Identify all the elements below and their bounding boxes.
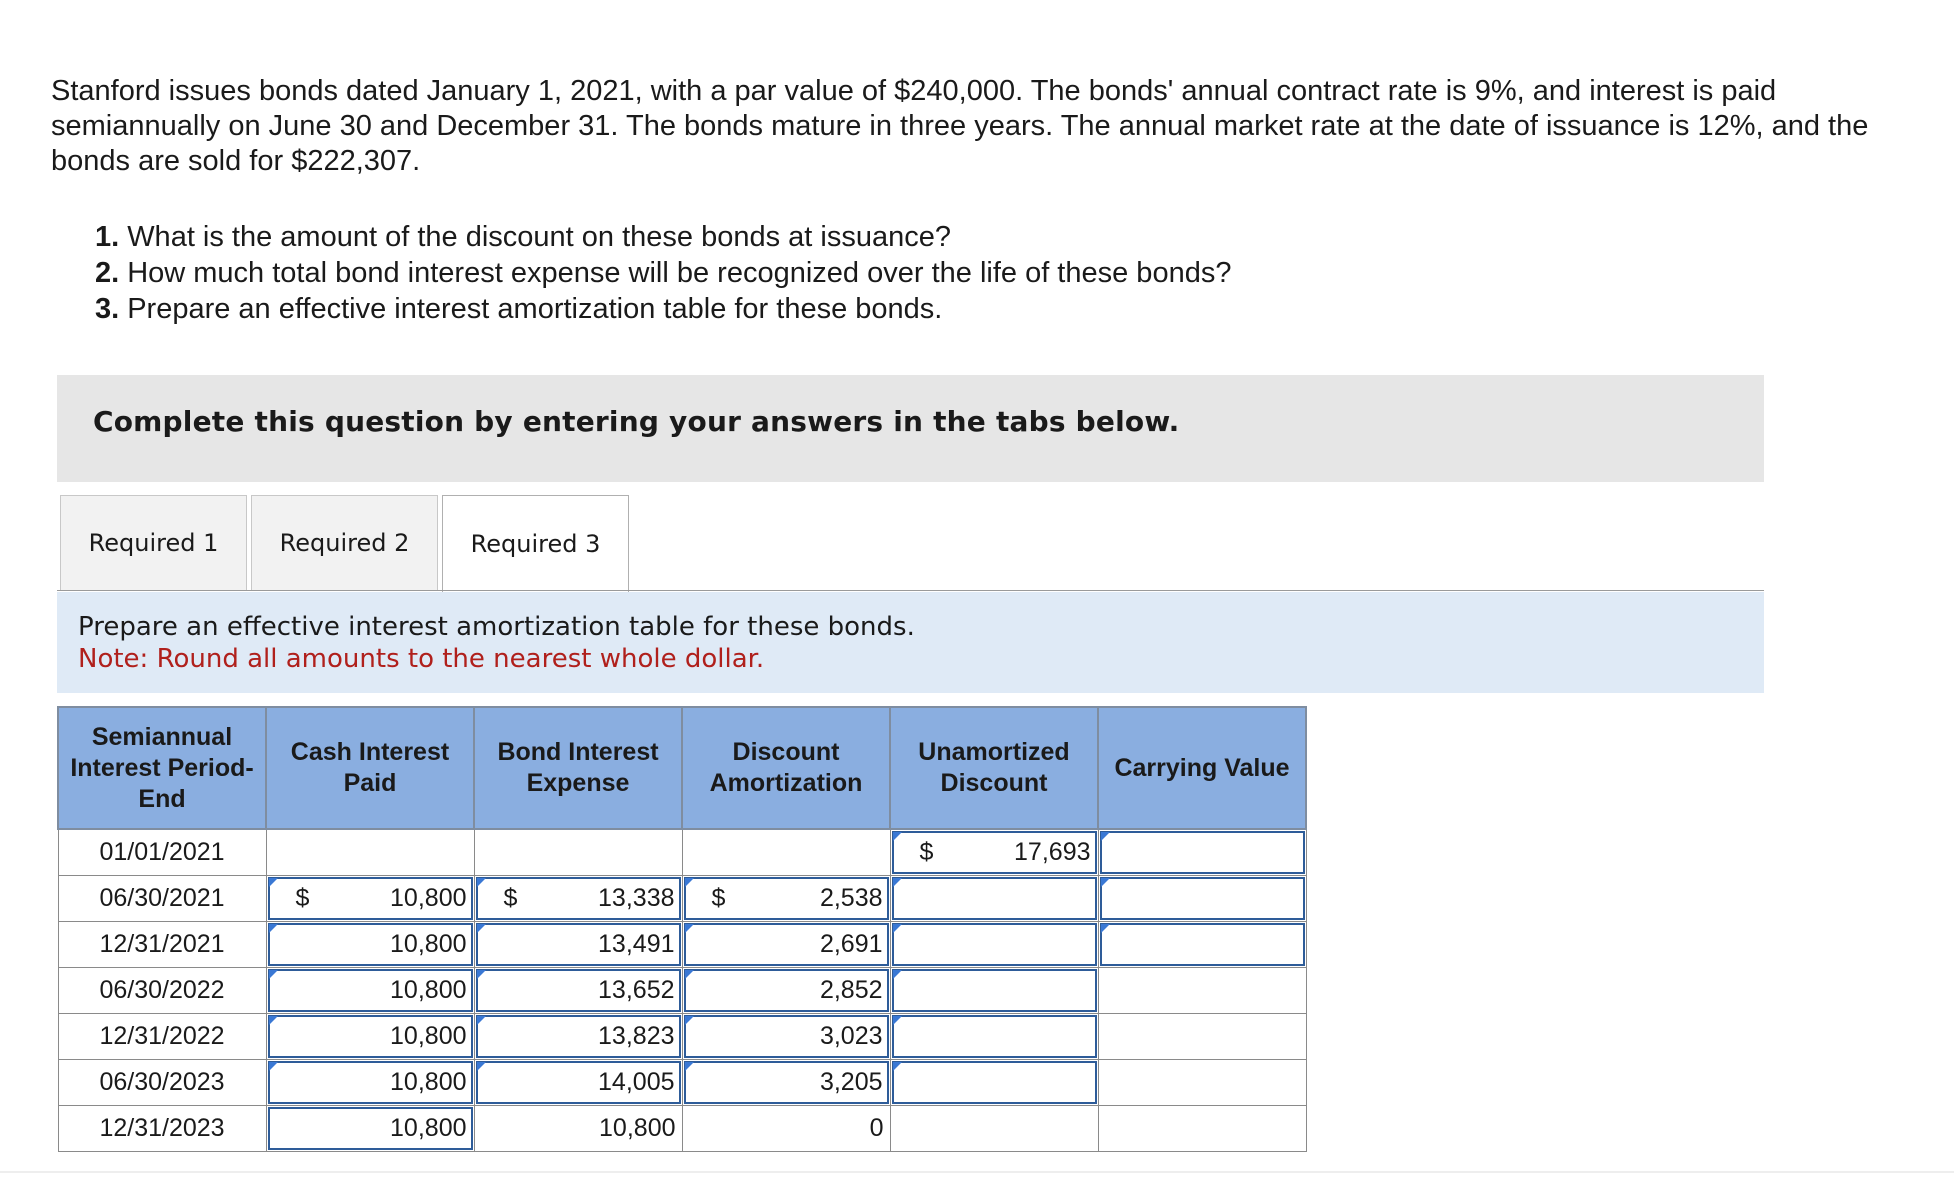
interest-expense-input[interactable] xyxy=(476,1015,681,1058)
interest-expense-input[interactable] xyxy=(476,1061,681,1104)
period-date: 01/01/2021 xyxy=(58,829,266,876)
prompt-text: Prepare an effective interest amortization table for these bonds. xyxy=(78,612,915,642)
unamortized-discount-cell[interactable] xyxy=(890,876,1098,922)
currency-symbol: $ xyxy=(295,884,310,912)
header-carrying-value: Carrying Value xyxy=(1098,707,1306,829)
period-date: 12/31/2023 xyxy=(58,1106,266,1152)
input-flag-icon xyxy=(269,878,278,887)
tab-required-2[interactable]: Required 2 xyxy=(251,495,438,591)
currency-symbol: $ xyxy=(919,838,934,866)
instruction-banner xyxy=(57,375,1764,482)
amount-value: 14,005 xyxy=(598,1068,675,1096)
amortization-cell xyxy=(682,829,890,876)
tab-required-3[interactable]: Required 3 xyxy=(442,495,629,593)
input-flag-icon xyxy=(269,924,278,933)
amortization-cell[interactable] xyxy=(682,876,890,922)
table-row xyxy=(58,829,1306,876)
cash-interest-input[interactable] xyxy=(268,877,473,920)
cash-interest-cell[interactable] xyxy=(266,1060,474,1106)
amortization-input[interactable] xyxy=(684,877,889,920)
table-row xyxy=(58,1060,1306,1106)
input-flag-icon xyxy=(477,924,486,933)
unamortized-discount-cell[interactable] xyxy=(890,922,1098,968)
table-row xyxy=(58,1106,1306,1152)
question-list xyxy=(95,219,1231,327)
input-flag-icon xyxy=(685,1016,694,1025)
question-number: 1. xyxy=(95,221,120,253)
table-row xyxy=(58,968,1306,1014)
input-flag-icon xyxy=(269,970,278,979)
interest-expense-cell xyxy=(474,829,682,876)
cash-interest-cell[interactable] xyxy=(266,968,474,1014)
cash-interest-input[interactable] xyxy=(268,923,473,966)
unamortized-discount-cell[interactable] xyxy=(890,829,1098,876)
amortization-cell[interactable] xyxy=(682,1060,890,1106)
header-period-end: Semiannual Interest Period-End xyxy=(58,707,266,829)
period-date: 06/30/2021 xyxy=(58,876,266,922)
cash-interest-cell xyxy=(266,829,474,876)
input-flag-icon xyxy=(1101,878,1110,887)
header-cash-interest: Cash Interest Paid xyxy=(266,707,474,829)
amount-value: 0 xyxy=(869,1114,884,1142)
question-text: What is the amount of the discount on these bonds at issuance? xyxy=(127,221,951,253)
header-interest-expense: Bond Interest Expense xyxy=(474,707,682,829)
question-text: Prepare an effective interest amortization table for these bonds. xyxy=(127,293,943,325)
header-unamortized-discount: Unamortized Discount xyxy=(890,707,1098,829)
interest-expense-cell[interactable] xyxy=(474,968,682,1014)
interest-expense-cell[interactable] xyxy=(474,922,682,968)
currency-symbol: $ xyxy=(503,884,518,912)
carrying-value-input[interactable] xyxy=(1100,831,1305,874)
period-date: 06/30/2022 xyxy=(58,968,266,1014)
input-flag-icon xyxy=(893,924,902,933)
amortization-cell[interactable] xyxy=(682,922,890,968)
cash-interest-cell[interactable] xyxy=(266,1014,474,1060)
unamortized-discount-input[interactable] xyxy=(892,1061,1097,1104)
carrying-value-cell xyxy=(1098,968,1306,1014)
unamortized-discount-input[interactable] xyxy=(892,877,1097,920)
unamortized-discount-input[interactable] xyxy=(892,1015,1097,1058)
question-item xyxy=(95,219,1231,255)
question-item xyxy=(95,255,1231,291)
input-flag-icon xyxy=(685,878,694,887)
amount-value: 13,652 xyxy=(598,976,675,1004)
interest-expense-input[interactable] xyxy=(476,923,681,966)
carrying-value-cell[interactable] xyxy=(1098,876,1306,922)
period-date: 12/31/2022 xyxy=(58,1014,266,1060)
amount-value: 13,823 xyxy=(598,1022,675,1050)
cash-interest-cell[interactable] xyxy=(266,922,474,968)
amount-value: 3,205 xyxy=(819,1068,883,1096)
input-flag-icon xyxy=(269,1062,278,1071)
amortization-value xyxy=(685,1108,888,1149)
input-flag-icon xyxy=(685,1062,694,1071)
prompt-panel xyxy=(57,592,1764,693)
amount-value: 13,338 xyxy=(598,884,675,912)
header-discount-amortization: Discount Amortization xyxy=(682,707,890,829)
cash-interest-input[interactable] xyxy=(268,1015,473,1058)
page-divider xyxy=(0,1171,1954,1173)
table-row xyxy=(58,1014,1306,1060)
input-flag-icon xyxy=(685,924,694,933)
period-date: 06/30/2023 xyxy=(58,1060,266,1106)
interest-expense-cell[interactable] xyxy=(474,876,682,922)
carrying-value-cell[interactable] xyxy=(1098,829,1306,876)
amount-value: 2,538 xyxy=(819,884,883,912)
amount-value: 3,023 xyxy=(819,1022,883,1050)
unamortized-discount-input[interactable] xyxy=(892,969,1097,1012)
question-item xyxy=(95,291,1231,327)
unamortized-discount-cell[interactable] xyxy=(890,1014,1098,1060)
unamortized-discount-cell[interactable] xyxy=(890,968,1098,1014)
amortization-input[interactable] xyxy=(684,1015,889,1058)
unamortized-discount-input[interactable] xyxy=(892,831,1097,874)
amortization-input[interactable] xyxy=(684,923,889,966)
question-number: 3. xyxy=(95,293,120,325)
interest-expense-value xyxy=(477,1108,680,1149)
input-flag-icon xyxy=(893,1016,902,1025)
table-header-row xyxy=(58,707,1306,829)
tab-divider xyxy=(57,590,1764,591)
unamortized-discount-cell[interactable] xyxy=(890,1060,1098,1106)
amount-value: 2,852 xyxy=(819,976,883,1004)
amount-value: 17,693 xyxy=(1014,838,1091,866)
carrying-value-input[interactable] xyxy=(1100,877,1305,920)
unamortized-discount-input[interactable] xyxy=(892,923,1097,966)
carrying-value-cell xyxy=(1098,1014,1306,1060)
instruction-text: Complete this question by entering your answers in the tabs below. xyxy=(93,405,1180,438)
cash-interest-input[interactable] xyxy=(268,1061,473,1104)
interest-expense-input[interactable] xyxy=(476,969,681,1012)
input-flag-icon xyxy=(477,1016,486,1025)
amortization-cell xyxy=(682,1106,890,1152)
amount-value: 10,800 xyxy=(390,884,467,912)
amount-value: 10,800 xyxy=(390,976,467,1004)
interest-expense-cell[interactable] xyxy=(474,1060,682,1106)
input-flag-icon xyxy=(1101,832,1110,841)
amount-value: 13,491 xyxy=(598,930,675,958)
amount-value: 10,800 xyxy=(390,930,467,958)
amount-value: 10,800 xyxy=(599,1114,676,1142)
input-flag-icon xyxy=(1101,924,1110,933)
amortization-table xyxy=(57,706,1307,1152)
rounding-note: Note: Round all amounts to the nearest whole dollar. xyxy=(78,644,765,674)
input-flag-icon xyxy=(269,1016,278,1025)
period-date: 12/31/2021 xyxy=(58,922,266,968)
currency-symbol: $ xyxy=(711,884,726,912)
amortization-input[interactable] xyxy=(684,969,889,1012)
cash-interest-cell[interactable] xyxy=(266,876,474,922)
amortization-cell[interactable] xyxy=(682,968,890,1014)
question-number: 2. xyxy=(95,257,120,289)
carrying-value-input[interactable] xyxy=(1100,923,1305,966)
carrying-value-cell[interactable] xyxy=(1098,922,1306,968)
cash-interest-input[interactable] xyxy=(268,1107,473,1150)
amortization-input[interactable] xyxy=(684,1061,889,1104)
amortization-cell[interactable] xyxy=(682,1014,890,1060)
input-flag-icon xyxy=(685,970,694,979)
input-flag-icon xyxy=(477,970,486,979)
amount-value: 10,800 xyxy=(390,1114,467,1142)
table-row xyxy=(58,922,1306,968)
interest-expense-input[interactable] xyxy=(476,877,681,920)
input-flag-icon xyxy=(477,1062,486,1071)
problem-intro: Stanford issues bonds dated January 1, 2021, with a par value of $240,000. The bonds' annual contract rate is 9%, and interest is paid semiannually on June 30 and December 31. The bonds mature in three years. The annual market rate at the date of issuance is 12%, and the bonds are sold for $222,307. xyxy=(51,75,1869,177)
interest-expense-cell xyxy=(474,1106,682,1152)
input-flag-icon xyxy=(893,1062,902,1071)
input-flag-icon xyxy=(893,878,902,887)
carrying-value-cell xyxy=(1098,1106,1306,1152)
carrying-value-cell xyxy=(1098,1060,1306,1106)
unamortized-discount-cell xyxy=(890,1106,1098,1152)
input-flag-icon xyxy=(477,878,486,887)
tab-required-1[interactable]: Required 1 xyxy=(60,495,247,591)
cash-interest-input[interactable] xyxy=(268,969,473,1012)
cash-interest-cell[interactable] xyxy=(266,1106,474,1152)
input-flag-icon xyxy=(893,970,902,979)
table-row xyxy=(58,876,1306,922)
input-flag-icon xyxy=(893,832,902,841)
amount-value: 10,800 xyxy=(390,1022,467,1050)
question-text: How much total bond interest expense will be recognized over the life of these bonds? xyxy=(127,257,1232,289)
interest-expense-cell[interactable] xyxy=(474,1014,682,1060)
amount-value: 2,691 xyxy=(819,930,883,958)
amount-value: 10,800 xyxy=(390,1068,467,1096)
